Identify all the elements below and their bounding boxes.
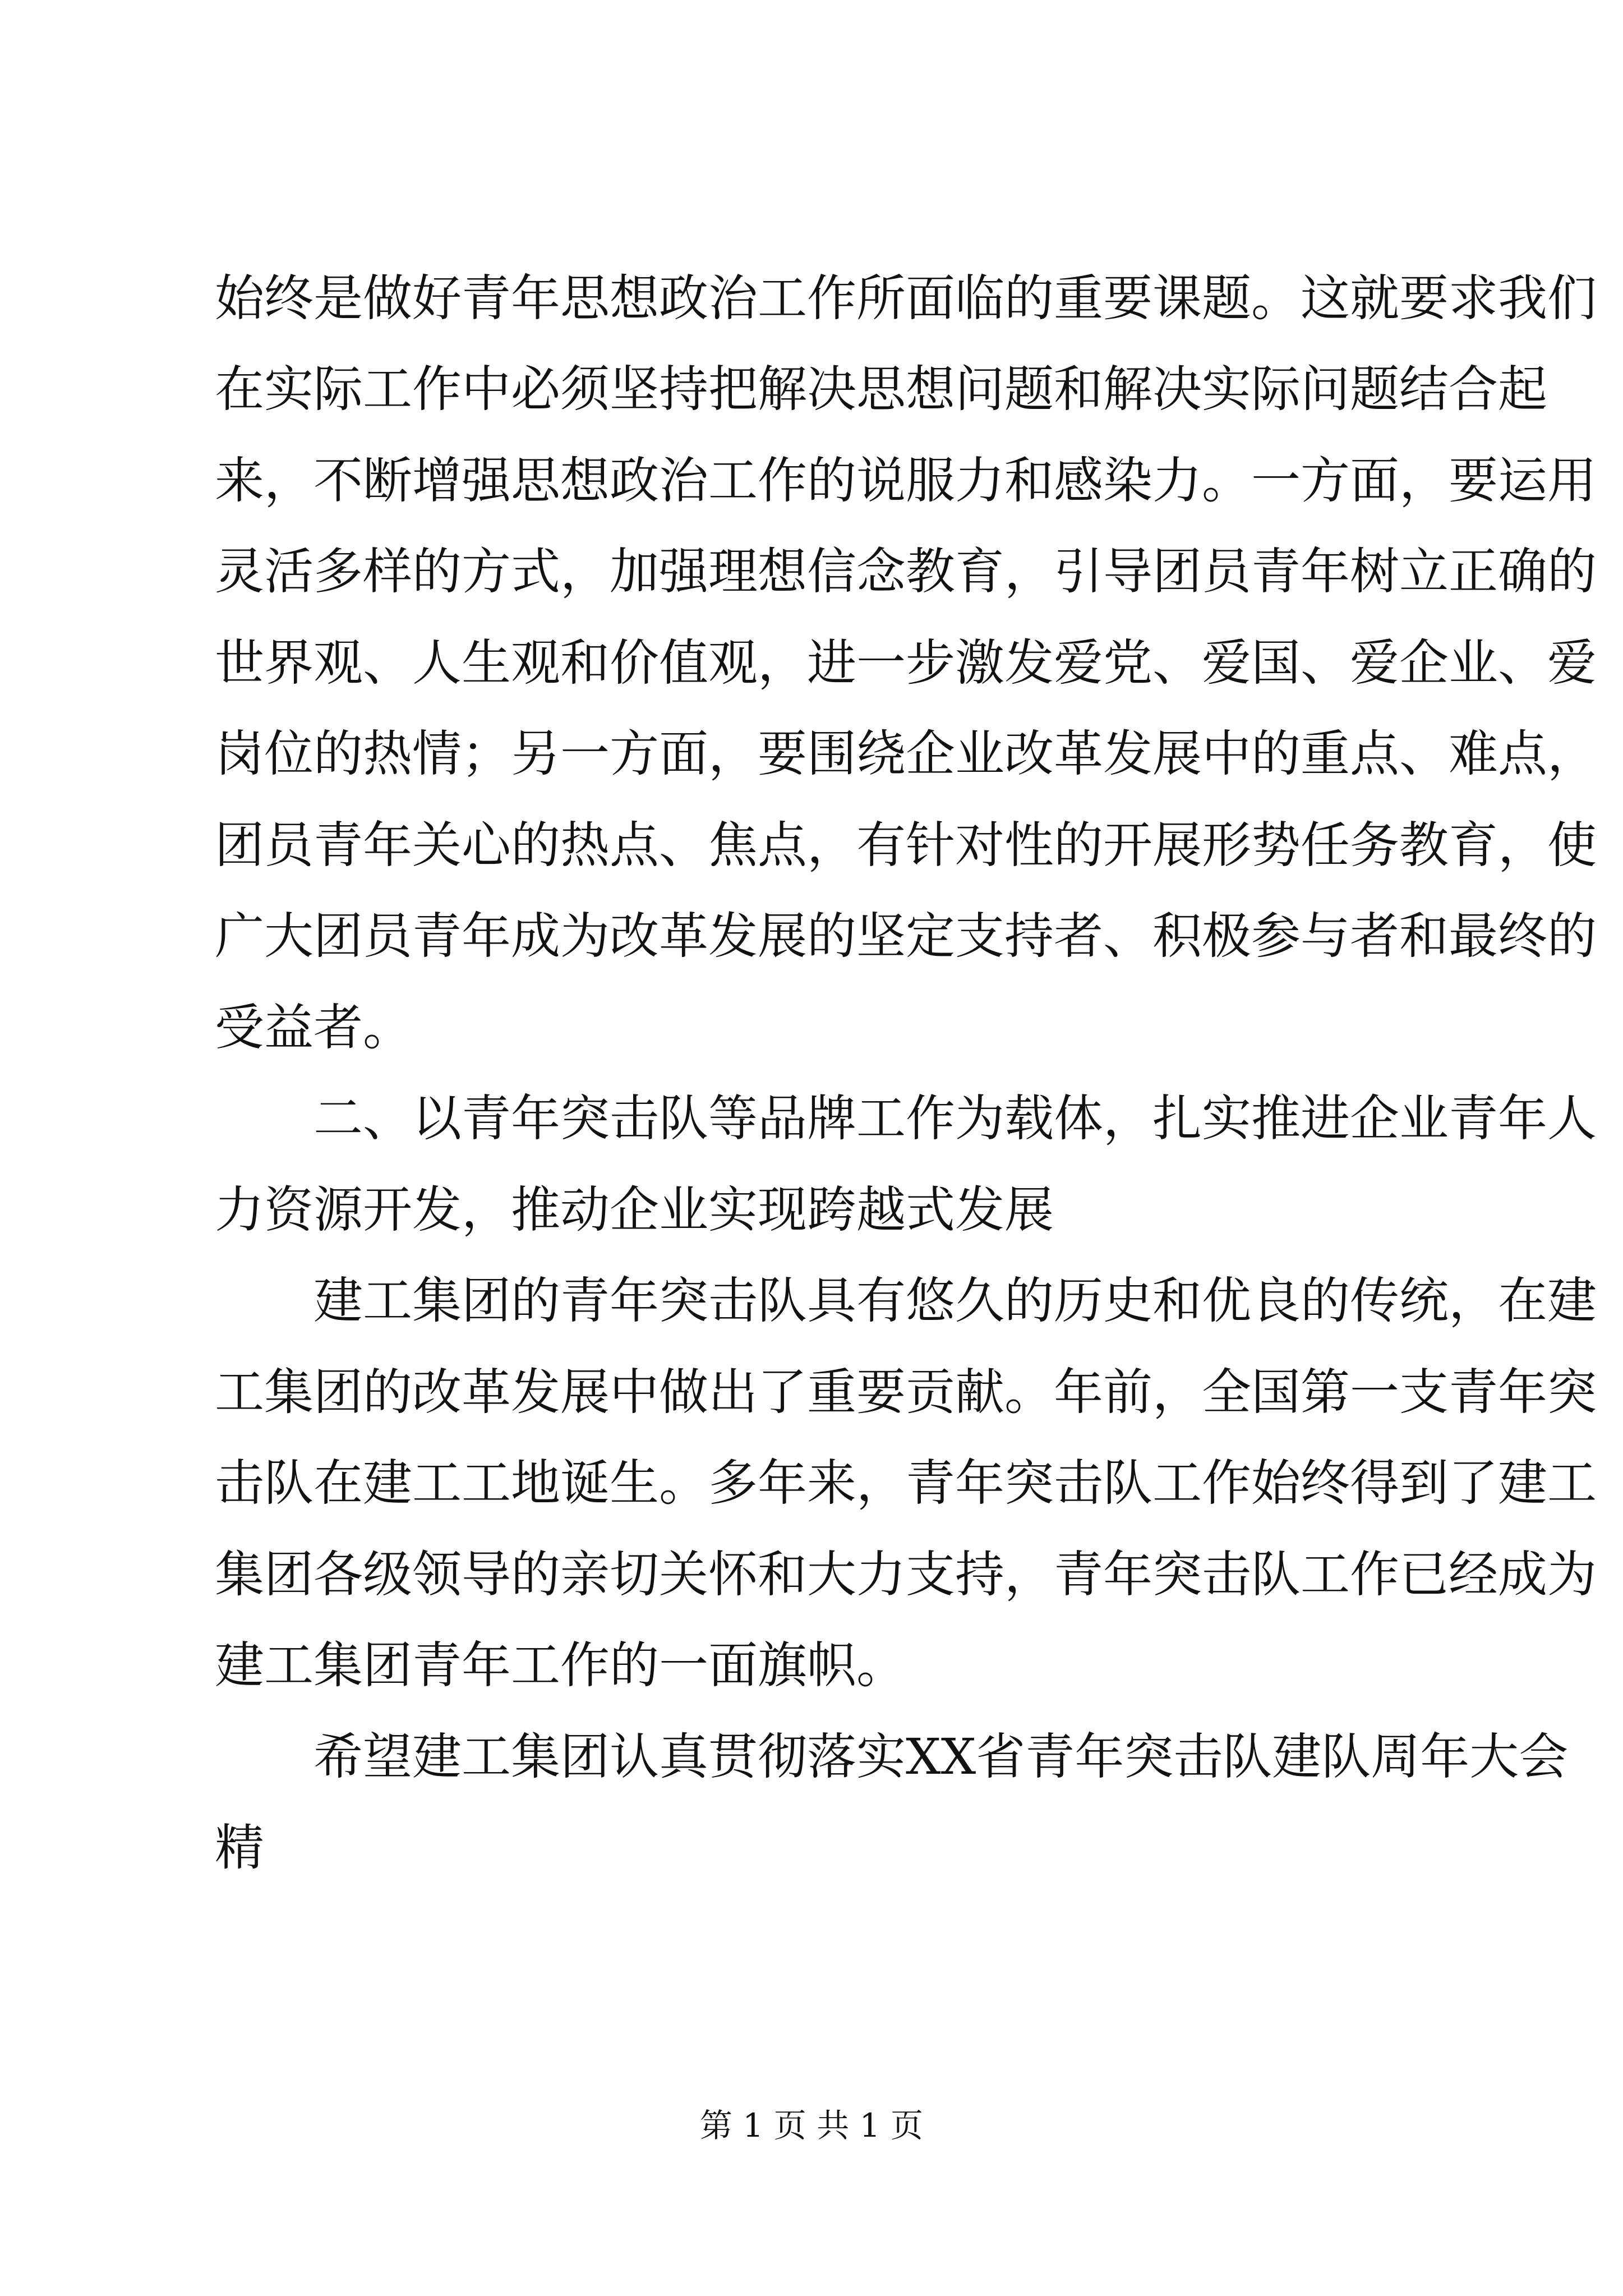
text-line: 岗位的热情；另一方面，要围绕企业改革发展中的重点、难点， — [215, 725, 1597, 783]
text-line: 广大团员青年成为改革发展的坚定支持者、积极参与者和最终的 — [215, 907, 1597, 965]
text-line: 灵活多样的方式，加强理想信念教育，引导团员青年树立正确的 — [215, 542, 1597, 600]
text-line: 精 — [215, 1819, 265, 1876]
text-line: 集团各级领导的亲切关怀和大力支持，青年突击队工作已经成为 — [215, 1545, 1597, 1603]
text-line: 世界观、人生观和价值观，进一步激发爱党、爱国、爱企业、爱 — [215, 634, 1597, 692]
section-heading-line: 二、以青年突击队等品牌工作为载体，扎实推进企业青年人 — [215, 1089, 1597, 1147]
text-line: 在实际工作中必须坚持把解决思想问题和解决实际问题结合起 — [215, 360, 1548, 418]
text-line: 受益者。 — [215, 999, 413, 1056]
text-line: 团员青年关心的热点、焦点，有针对性的开展形势任务教育，使 — [215, 816, 1597, 874]
text-line: 工集团的改革发展中做出了重要贡献。年前，全国第一支青年突 — [215, 1363, 1597, 1421]
text-line: 建工集团的青年突击队具有悠久的历史和优良的传统，在建 — [215, 1272, 1597, 1329]
page-number-footer: 第 1 页 共 1 页 — [700, 2106, 923, 2145]
text-line: 始终是做好青年思想政治工作所面临的重要课题。这就要求我们 — [215, 269, 1597, 327]
text-line: 来，不断增强思想政治工作的说服力和感染力。一方面，要运用 — [215, 452, 1597, 509]
text-line: 击队在建工工地诞生。多年来，青年突击队工作始终得到了建工 — [215, 1454, 1597, 1512]
text-line: 希望建工集团认真贯彻落实XX省青年突击队建队周年大会 — [215, 1728, 1569, 1786]
text-line: 建工集团青年工作的一面旗帜。 — [215, 1636, 906, 1694]
section-heading-line: 力资源开发，推动企业实现跨越式发展 — [215, 1181, 1054, 1239]
